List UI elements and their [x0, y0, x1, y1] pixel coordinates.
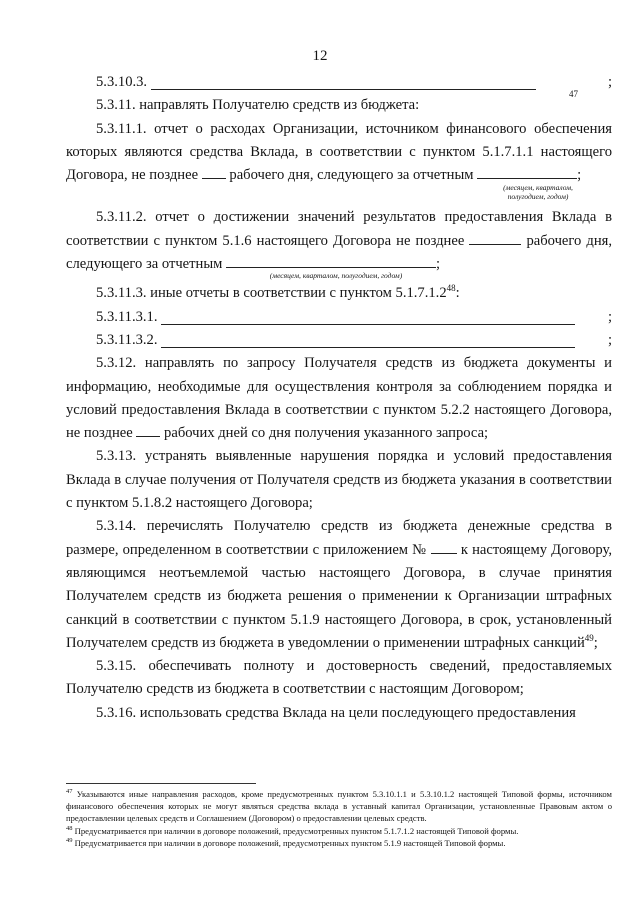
footnote-number: 48 [66, 824, 73, 832]
clause-5-3-11-3 [66, 282, 612, 305]
blank-line [477, 165, 577, 179]
footnotes [66, 783, 612, 849]
punctuation: ; [607, 308, 612, 325]
document-body [66, 71, 612, 725]
blank-line [431, 540, 457, 554]
blank-line [161, 310, 574, 325]
clause-number: 5.3.11.3.2. [96, 331, 158, 348]
clause-text: рабочего дня, следующего за отчетным [229, 167, 474, 184]
punctuation: : [455, 285, 460, 302]
period-hint: (месяцем, кварталом, полугодием, годом) [503, 183, 573, 202]
footnote-ref: 49 [584, 632, 594, 643]
blank-line [161, 333, 574, 348]
clause-number: 5.3.10.3. [96, 74, 148, 90]
clause-number: 5.3.11.3.1. [96, 308, 158, 325]
punctuation: ; [607, 331, 612, 348]
punctuation: ; [577, 167, 582, 184]
clause-5-3-11: 5.3.11. направлять Получателю средств из бюджета: [96, 97, 420, 114]
punctuation: ; [593, 634, 598, 651]
clause-5-3-16: 5.3.16. использовать средства Вклада на цели последующего предоставления [96, 704, 576, 721]
blank-line [469, 231, 521, 245]
clause-5-3-12 [66, 352, 612, 445]
footnote-ref: 48 [446, 283, 456, 294]
clause-text: 5.3.12. направлять по запросу Получателя средств из бюджета документы и информацию, необходимые для осуществления контроля за соблюдением порядка и условий предоставления Вклада в соответствии с пунктом 5.2.2 настоящего Договора, не позднее [66, 355, 612, 442]
clause-text: 5.3.11.2. отчет о достижении значений результатов предоставления Вклада в соответствии с пунктом 5.1.6 настоящего Договора не позднее [66, 209, 612, 249]
clause-text: к настоящему Договору, являющимся неотъемлемой частью настоящего Договора, в случае принятия Получателем средств из бюджета решения о применении к Организации штрафных санкций в соответствии с пунктом 5.1.9 настоящего Договора, в срок, установленный Получателем средств из бюджета в уведомлении о применении штрафных санкций [66, 541, 612, 651]
footnote-number: 47 [66, 788, 73, 796]
clause-5-3-13: 5.3.13. устранять выявленные нарушения порядка и условий предоставления Вклада в случае получения от Получателя средств из бюджета указания в соответствии с пунктом 5.1.8.2 настоящего Договора; [66, 448, 612, 512]
footnote-text: Предусматривается при наличии в договоре положений, предусмотренных пунктом 5.1.7.1.2 настоящей Типовой формы. [74, 825, 519, 836]
footnote-text: Указываются иные направления расходов, кроме предусмотренных пунктом 5.3.10.1.1 и 5.3.10.1.2 настоящей Типовой формы, источником финансового обеспечения которых не могут являться средства вклада в уставный капитал Организации, установленные Правовым актом о предоставлении целевых средств и Соглашением (Договором) о предоставлении целевых средств. [66, 789, 612, 824]
blank-line [226, 254, 436, 268]
clause-text: рабочего дня, следующего за отчетным [66, 232, 612, 273]
clause-5-3-11-1 [66, 118, 612, 188]
period-hint: (месяцем, кварталом, полугодием, годом) [269, 271, 403, 281]
clause-5-3-11-2 [66, 206, 612, 276]
footnote-49 [66, 837, 612, 849]
punctuation: ; [436, 256, 441, 273]
footnote-text: Предусматривается при наличии в договоре положений, предусмотренных пунктом 5.1.9 настоящей Типовой формы. [74, 837, 506, 848]
clause-text: 5.3.11.1. отчет о расходах Организации, источником финансового обеспечения которых являются средства Вклада, в соответствии с пунктом 5.1.7.1.1 настоящего Договора, не позднее [66, 120, 612, 184]
clause-text: рабочих дней со дня получения указанного запроса; [164, 425, 489, 442]
clause-5-3-15: 5.3.15. обеспечивать полноту и достоверность сведений, предоставляемых Получателю средств из бюджета в соответствии с настоящим Договором; [66, 658, 612, 698]
footnote-divider [66, 783, 256, 784]
clause-text: 5.3.11.3. иные отчеты в соответствии с пунктом 5.1.7.1.2 [96, 285, 447, 302]
footnote-48 [66, 825, 612, 837]
clause-5-3-10-3: 5.3.10.3. 47 ; [66, 71, 612, 94]
footnote-number: 49 [66, 836, 73, 844]
page-number: 12 [312, 48, 328, 64]
clause-5-3-11-3-1 [66, 306, 612, 329]
clause-5-3-11-3-2 [66, 329, 612, 352]
blank-line [136, 423, 160, 437]
blank-line [151, 75, 536, 90]
punctuation: ; [607, 74, 612, 90]
clause-5-3-14 [66, 515, 612, 655]
blank-line [202, 165, 226, 179]
footnote-47 [66, 788, 612, 825]
clause-text: 5.3.14. перечислять Получателю средств из бюджета денежные средства в размере, определенном в соответствии с приложением № [66, 518, 612, 558]
